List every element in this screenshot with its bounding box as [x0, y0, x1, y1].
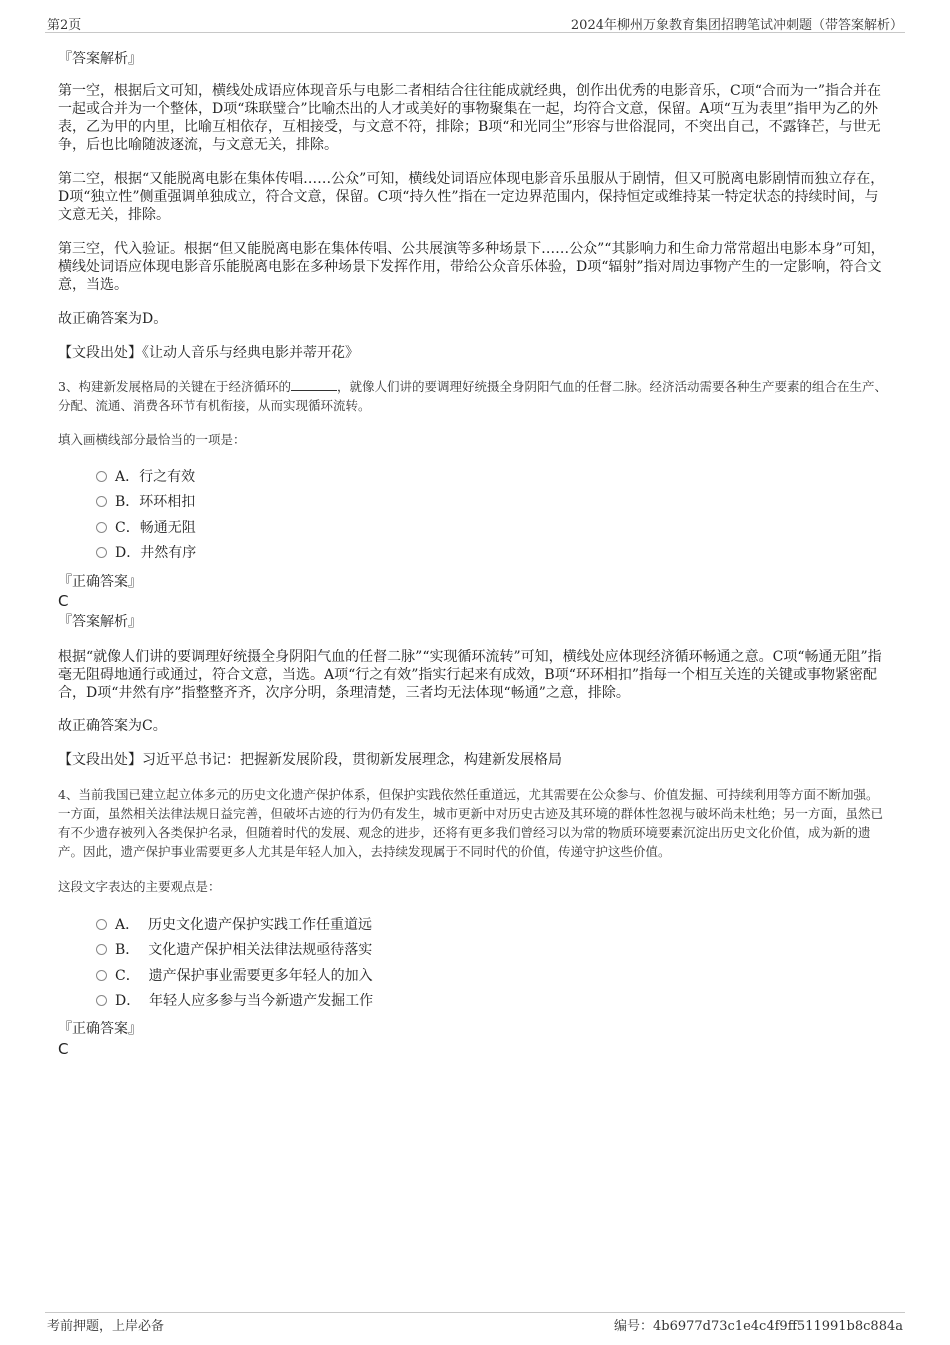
q3-source: 【文段出处】习近平总书记：把握新发展阶段，贯彻新发展理念，构建新发展格局: [58, 752, 562, 768]
page-header: [45, 12, 905, 33]
q3-analysis-label: 『答案解析』: [58, 614, 142, 630]
q2-analysis-para1: 第一空，根据后文可知，横线处成语应体现音乐与电影二者相结合往往能成就经典，创作出优秀的电影音乐，C项“合而为一”指合并在一起或合并为一个整体，D项“珠联璧合”比喻杰出的人才或美好的事物聚集在一起，均符合文意，保留。A项“互为表里”指甲为乙的外表，乙为甲的内里，比喻互相依存，互相接受，与文意不符，排除；B项“和光同尘”形容与世俗混同，不突出自己，不露锋芒，与世无争，后也比喻随波逐流，与文意无关，排除。: [58, 83, 882, 153]
q3-stem: 3、构建新发展格局的关键在于经济循环的 ，就像人们讲的要调理好统摄全身阴阳气血的任督二脉。经济活动需要各种生产要素的组合在生产、分配、流通、消费各环节有机衔接，从而实现循环流转。: [58, 379, 887, 413]
q3-prompt: 填入画横线部分最恰当的一项是：: [58, 432, 246, 447]
q4-option-d[interactable]: D． 年轻人应多参与当今新遗产发掘工作: [96, 991, 373, 1011]
q3-conclusion: 故正确答案为C。: [58, 718, 167, 734]
q3-blank: [291, 378, 337, 391]
q4-prompt: 这段文字表达的主要观点是：: [58, 879, 221, 894]
radio-icon[interactable]: [96, 496, 107, 507]
q4-correct-label: 『正确答案』: [58, 1021, 142, 1037]
q4-correct-answer: C: [58, 1040, 69, 1058]
q2-analysis-para2: 第二空，根据“又能脱离电影在集体传唱……公众”可知，横线处词语应体现电影音乐虽服从于剧情，但又可脱离电影剧情而独立存在，D项“独立性”侧重强调单独成立，符合文意，保留。C项“持久性”指在一定边界范围内，保持恒定或维持某一特定状态的持续时间，与文意无关，排除。: [58, 171, 885, 223]
document-title: 2024年柳州万象教育集团招聘笔试冲刺题（带答案解析）: [570, 18, 903, 33]
radio-icon[interactable]: [96, 919, 107, 930]
q3-option-a[interactable]: A．行之有效: [96, 467, 195, 487]
q3-analysis: 根据“就像人们讲的要调理好统摄全身阴阳气血的任督二脉”“实现循环流转”可知，横线处应体现经济循环畅通之意。C项“畅通无阻”指毫无阻碍地通行或通过，符合文意，当选。A项“行之有效”指实行起来有成效，B项“环环相扣”指每一个相互关连的关键或事物紧密配合，D项“井然有序”指整整齐齐，次序分明，条理清楚，三者均无法体现“畅通”之意，排除。: [58, 649, 882, 701]
q4-option-b[interactable]: B． 文化遗产保护相关法律法规亟待落实: [96, 940, 372, 960]
q4-stem: 4、当前我国已建立起立体多元的历史文化遗产保护体系，但保护实践依然任重道远，尤其需要在公众参与、价值发掘、可持续利用等方面不断加强。一方面，虽然相关法律法规日益完善，但破坏古迹的行为仍有发生，城市更新中对历史古迹及其环境的群体性忽视与破坏尚未杜绝；另一方面，虽然已有不少遗存被列入各类保护名录，但随着时代的发展、观念的进步，还将有更多我们曾经习以为常的物质环境要素沉淀出历史文化价值，成为新的遗产。因此，遗产保护事业需要更多人尤其是年轻人加入，去持续发现属于不同时代的价值，传递守护这些价值。: [58, 787, 884, 859]
q2-conclusion: 故正确答案为D。: [58, 311, 168, 327]
q3-correct-answer: C: [58, 592, 69, 610]
q3-option-d[interactable]: D．井然有序: [96, 543, 196, 563]
q3-option-b[interactable]: B．环环相扣: [96, 492, 195, 512]
q2-analysis-label: 『答案解析』: [58, 51, 142, 67]
radio-icon[interactable]: [96, 995, 107, 1006]
q4-option-a[interactable]: A． 历史文化遗产保护实践工作任重道远: [96, 915, 372, 935]
q2-source: 【文段出处】《让动人音乐与经典电影并蒂开花》: [58, 345, 359, 361]
q4-option-c[interactable]: C． 遗产保护事业需要更多年轻人的加入: [96, 966, 373, 986]
q3-option-c[interactable]: C．畅通无阻: [96, 518, 196, 538]
page-number: 第2页: [47, 18, 82, 33]
q2-analysis-para3: 第三空，代入验证。根据“但又能脱离电影在集体传唱、公共展演等多种场景下……公众”“其影响力和生命力常常超出电影本身”可知，横线处词语应体现电影音乐能脱离电影在多种场景下发挥作用，带给公众音乐体验，D项“辐射”指对周边事物产生的一定影响，符合文意，当选。: [58, 241, 885, 293]
footer-slogan: 考前押题，上岸必备: [47, 1319, 165, 1334]
radio-icon[interactable]: [96, 522, 107, 533]
document-id: 编号：4b6977d73c1e4c4f9ff511991b8c884a: [614, 1319, 903, 1334]
radio-icon[interactable]: [96, 471, 107, 482]
page-footer: [45, 1312, 905, 1335]
radio-icon[interactable]: [96, 547, 107, 558]
radio-icon[interactable]: [96, 970, 107, 981]
q3-correct-label: 『正确答案』: [58, 574, 142, 590]
radio-icon[interactable]: [96, 944, 107, 955]
